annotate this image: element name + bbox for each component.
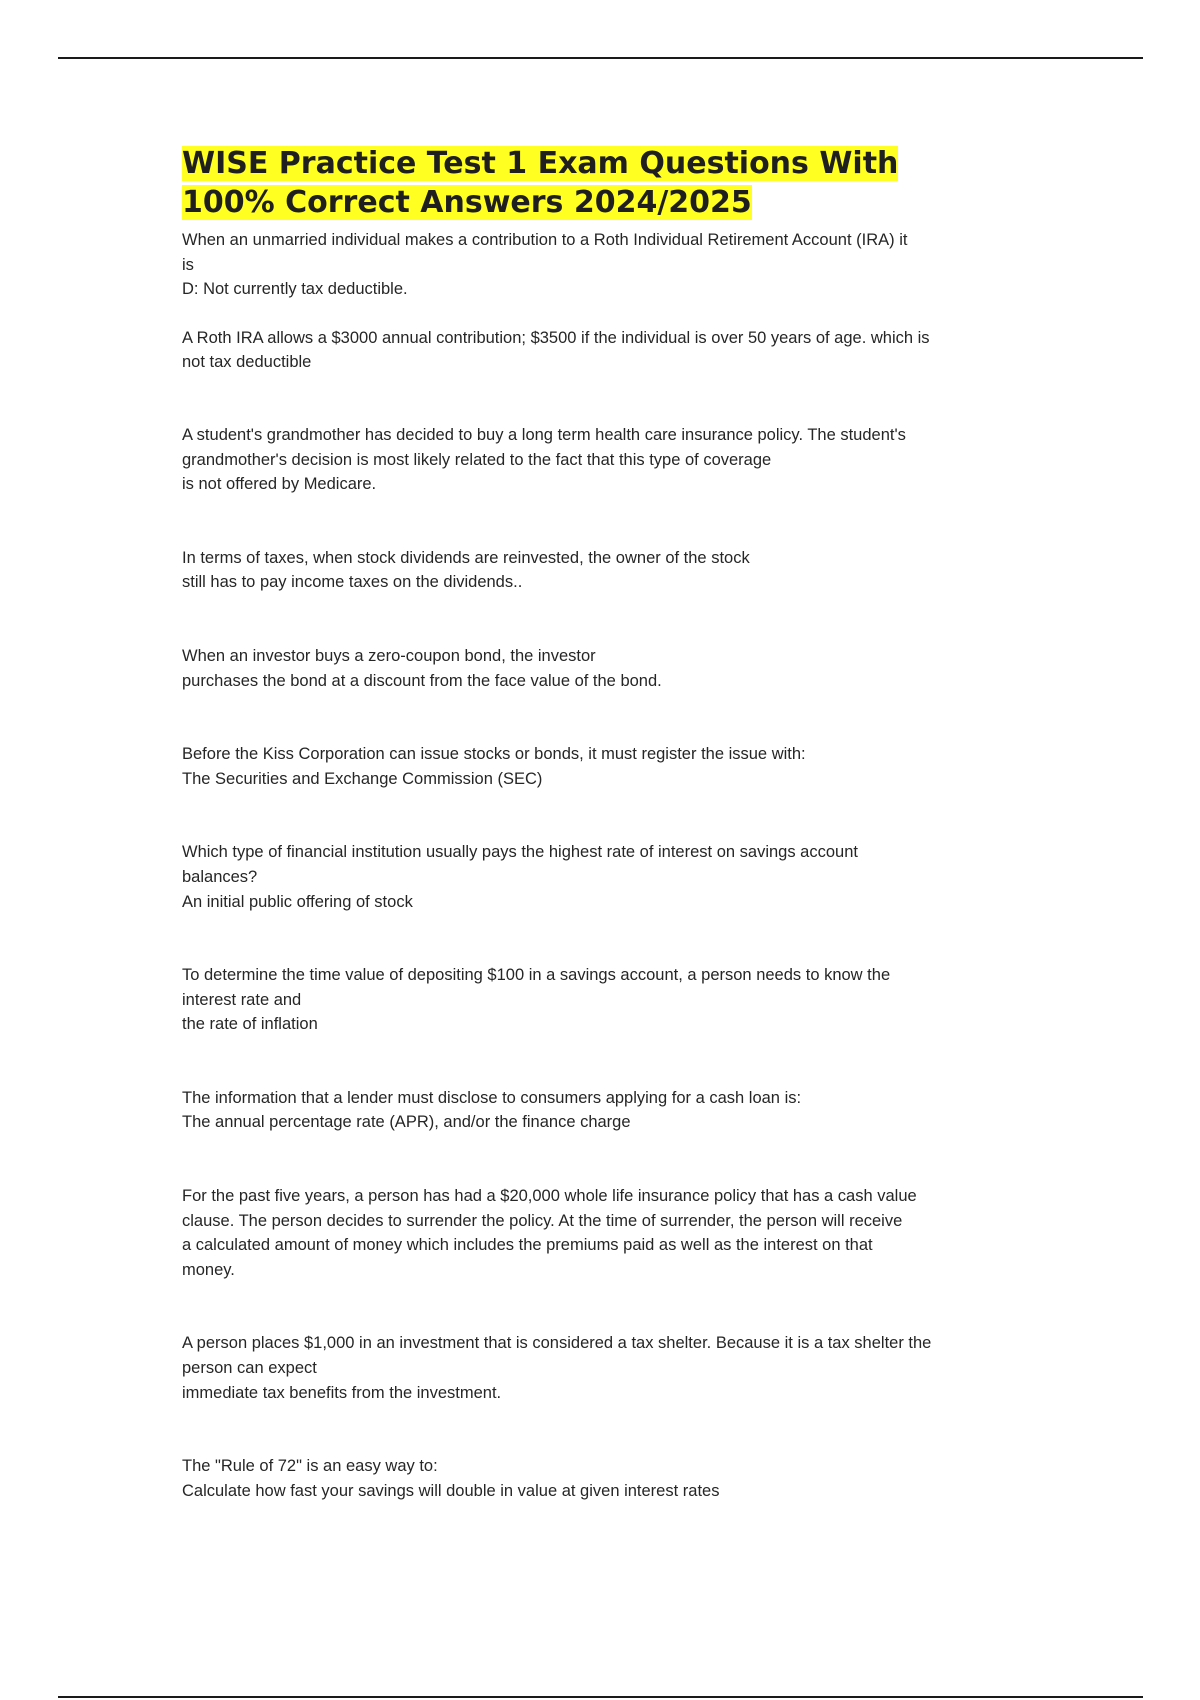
- answer-text: is not offered by Medicare.: [182, 475, 377, 494]
- answer-text: The Securities and Exchange Commission (SEC): [182, 769, 543, 788]
- answer-text: the rate of inflation: [182, 1015, 318, 1034]
- qa-item-11: [182, 1331, 1022, 1405]
- qa-item-9: [182, 1086, 1022, 1135]
- question-text: The information that a lender must disclose to consumers applying for a cash loan is:: [182, 1088, 802, 1107]
- answer-text: An initial public offering of stock: [182, 892, 413, 911]
- qa-item-5: [182, 644, 1022, 693]
- question-text: Which type of financial institution usually pays the highest rate of interest on savings account balances?: [182, 843, 858, 886]
- qa-item-6: [182, 742, 1022, 791]
- page-title: [182, 144, 1022, 222]
- question-text: A student's grandmother has decided to buy a long term health care insurance policy. The student's grandmother's decision is most likely related to the fact that this type of coverage: [182, 425, 906, 469]
- question-text: When an unmarried individual makes a contribution to a Roth Individual Retirement Account (IRA) it is: [182, 231, 908, 274]
- answer-text: immediate tax benefits from the investment.: [182, 1383, 502, 1402]
- answer-text: The annual percentage rate (APR), and/or the finance charge: [182, 1113, 631, 1132]
- answer-text: purchases the bond at a discount from the face value of the bond.: [182, 671, 662, 690]
- qa-item-4: [182, 546, 1022, 595]
- question-text: A person places $1,000 in an investment that is considered a tax shelter. Because it is a tax shelter the person can expect: [182, 1334, 932, 1378]
- document-body: [182, 144, 1022, 1503]
- title-line-2: 100% Correct Answers 2024/2025: [182, 185, 752, 220]
- qa-item-8: [182, 963, 1022, 1037]
- question-text: For the past five years, a person has had a $20,000 whole life insurance policy that has a cash value clause. The person decides to surrender the policy. At the time of surrender, the person will receive a calculated amount of money which includes the premiums paid as well as the interest on that money.: [182, 1187, 917, 1279]
- qa-item-7: [182, 840, 1022, 914]
- qa-item-2: [182, 326, 1022, 375]
- question-text: The "Rule of 72" is an easy way to:: [182, 1457, 438, 1476]
- question-text: To determine the time value of depositing $100 in a savings account, a person needs to know the interest rate and: [182, 966, 891, 1009]
- question-text: A Roth IRA allows a $3000 annual contribution; $3500 if the individual is over 50 years of age. which is not tax deductible: [182, 328, 930, 372]
- qa-item-3: [182, 423, 1022, 497]
- qa-item-1: [182, 228, 1022, 302]
- title-line-1: WISE Practice Test 1 Exam Questions With: [182, 146, 899, 181]
- answer-text: still has to pay income taxes on the dividends..: [182, 573, 523, 592]
- answer-text: D: Not currently tax deductible.: [182, 280, 408, 299]
- qa-item-12: [182, 1454, 1022, 1503]
- top-rule: [58, 57, 1143, 59]
- bottom-rule: [58, 1696, 1143, 1698]
- answer-text: Calculate how fast your savings will double in value at given interest rates: [182, 1481, 720, 1500]
- question-text: Before the Kiss Corporation can issue stocks or bonds, it must register the issue with:: [182, 745, 806, 764]
- question-text: When an investor buys a zero-coupon bond, the investor: [182, 646, 596, 665]
- qa-item-10: [182, 1184, 1022, 1282]
- question-text: In terms of taxes, when stock dividends are reinvested, the owner of the stock: [182, 548, 750, 567]
